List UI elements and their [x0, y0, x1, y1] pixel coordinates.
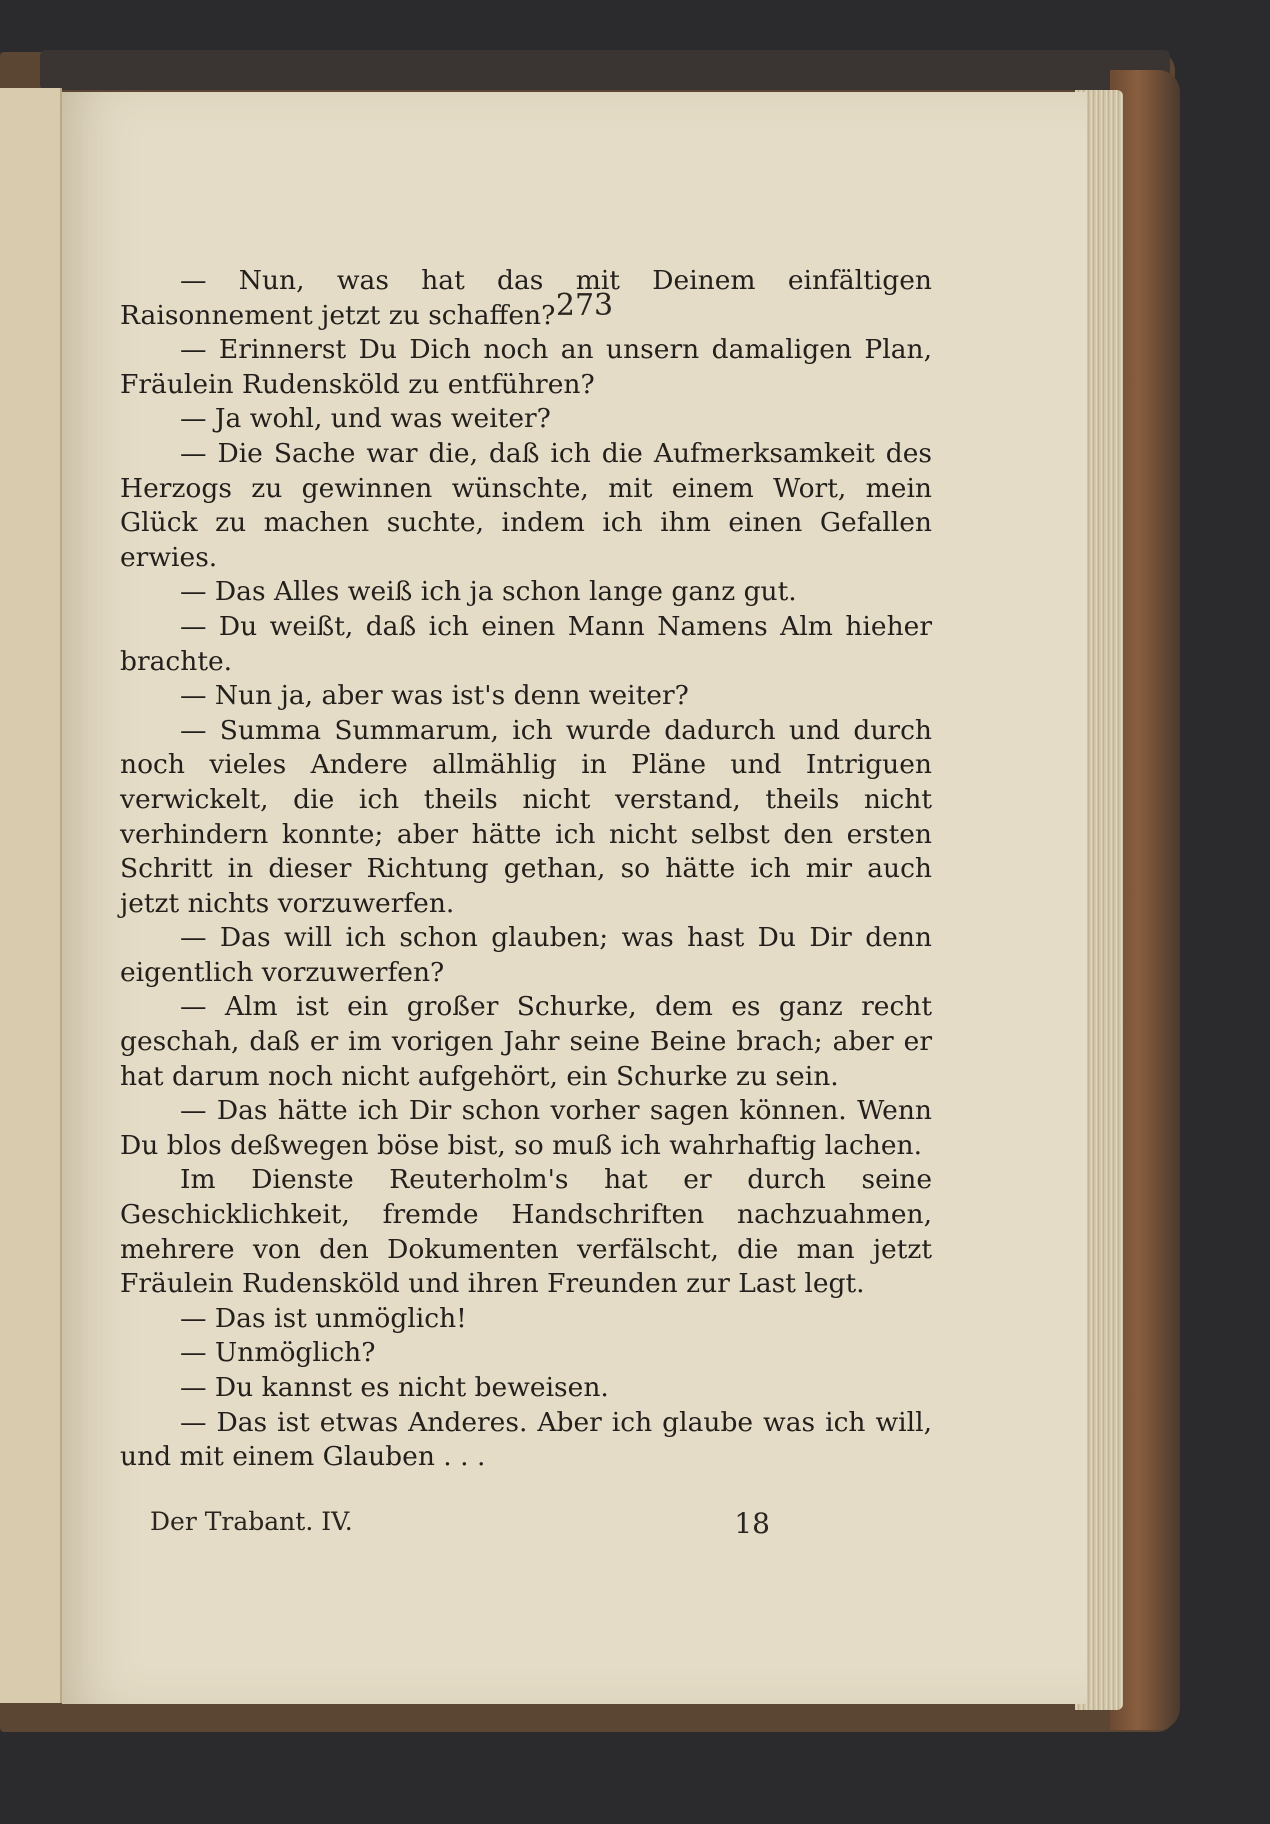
page-text	[120, 264, 932, 1475]
paragraph: — Nun, was hat das mit Deinem einfältigen Raisonnement jetzt zu schaffen?	[120, 265, 932, 331]
paragraph: — Unmöglich?	[180, 1337, 376, 1369]
paragraph: — Du weißt, daß ich einen Mann Namens Alm hieher brachte.	[120, 610, 932, 677]
paragraph: — Das ist unmöglich!	[180, 1302, 467, 1334]
paragraph: — Das Alles weiß ich ja schon lange ganz gut.	[180, 576, 797, 608]
paragraph: — Das hätte ich Dir schon vorher sagen können. Wenn Du blos deßwegen böse bist, so muß ich wahrhaftig lachen.	[120, 1095, 932, 1161]
footer-title: Der Trabant. IV.	[150, 1507, 353, 1536]
left-page-edge	[0, 88, 62, 1703]
paragraph: — Ja wohl, und was weiter?	[180, 403, 551, 435]
paragraph: — Nun ja, aber was ist's denn weiter?	[180, 680, 689, 712]
paragraph: — Erinnerst Du Dich noch an unsern damaligen Plan, Fräulein Rudensköld zu entführen?	[120, 334, 932, 400]
signature-mark: 18	[734, 1507, 770, 1540]
paragraph: — Alm ist ein großer Schurke, dem es ganz recht geschah, daß er im vorigen Jahr seine Beine brach; aber er hat darum noch nicht aufgehört, ein Schurke zu sein.	[120, 991, 932, 1092]
page-number: 273	[555, 288, 614, 323]
paragraph: — Du kannst es nicht beweisen.	[180, 1372, 609, 1403]
paragraph: — Das will ich schon glauben; was hast Du Dir denn eigentlich vorzuwerfen?	[120, 922, 932, 988]
paragraph: Im Dienste Reuterholm's hat er durch seine Geschicklichkeit, fremde Handschriften nachzuahmen, mehrere von den Dokumenten verfälscht, die man jetzt Fräulein Rudensköld und ihren Freunden zur Last legt.	[120, 1164, 932, 1300]
paragraph: — Die Sache war die, daß ich die Aufmerksamkeit des Herzogs zu gewinnen wünschte, mit einem Wort, mein Glück zu machen suchte, indem ich ihm einen Gefallen erwies.	[120, 437, 932, 573]
page-footer	[150, 1507, 770, 1540]
paragraph: — Summa Summarum, ich wurde dadurch und durch noch vieles Andere allmählig in Pläne und Intriguen verwickelt, die ich theils nicht verstand, theils nicht verhindern konnte; aber hätte ich nicht selbst den ersten Schritt in dieser Richtung gethan, so hätte ich mir auch jetzt nichts vorzuwerfen.	[120, 714, 932, 919]
book-top-edge	[40, 50, 1170, 90]
paragraph: — Das ist etwas Anderes. Aber ich glaube was ich will, und mit einem Glauben . . .	[120, 1406, 932, 1473]
